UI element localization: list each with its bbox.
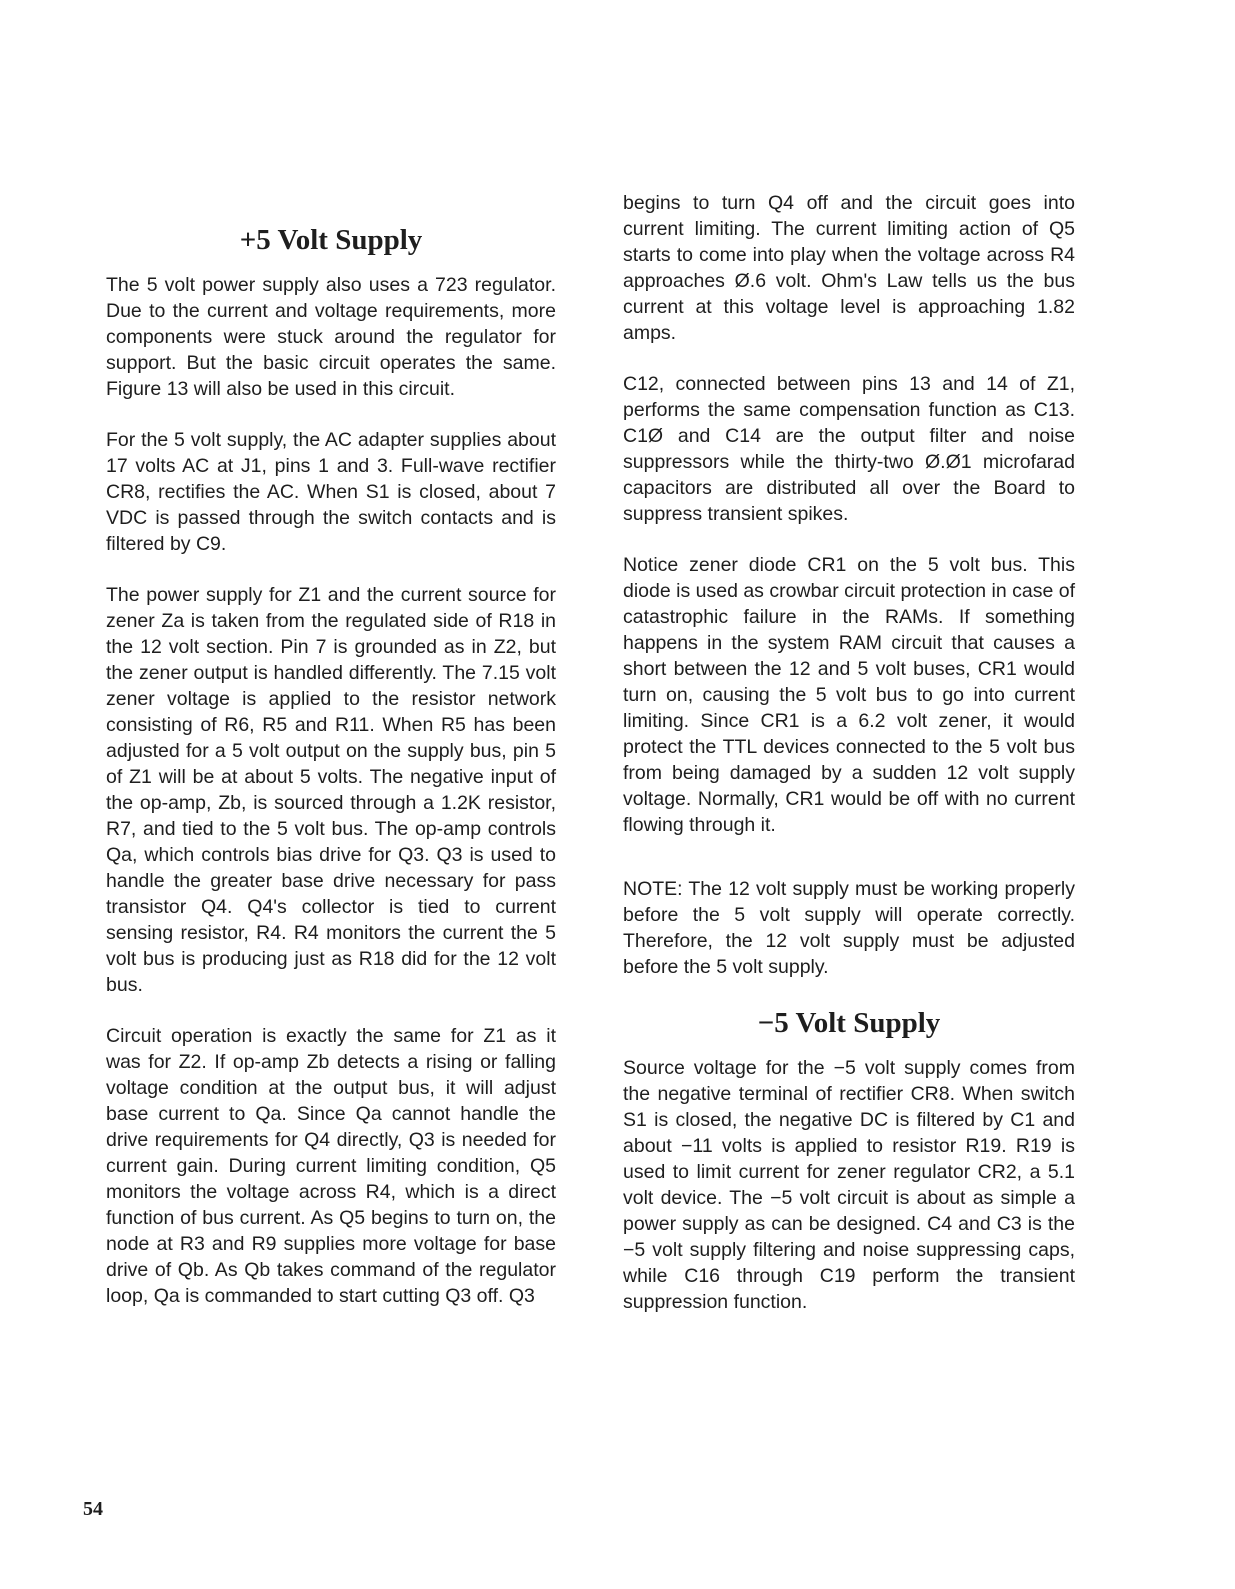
right-column [623,190,1075,1340]
paragraph: C12, connected between pins 13 and 14 of Z1, performs the same compensation function as C13. C1Ø and C14 are the output filter and noise suppressors while the thirty-two Ø.Ø1 microfarad capacitors are distributed all over the Board to suppress transient spikes. [623,373,1075,525]
paragraph: For the 5 volt supply, the AC adapter supplies about 17 volts AC at J1, pins 1 and 3. Full-wave rectifier CR8, rectifies the AC. When S1 is closed, about 7 VDC is passed through the switch contacts and is filtered by C9. [106,429,556,555]
paragraph: The power supply for Z1 and the current source for zener Za is taken from the regulated side of R18 in the 12 volt section. Pin 7 is grounded as in Z2, but the zener output is handled differently. The 7.15 volt zener voltage is applied to the resistor network consisting of R6, R5 and R11. When R5 has been adjusted for a 5 volt output on the supply bus, pin 5 of Z1 will be at about 5 volts. The negative input of the op-amp, Zb, is sourced through a 1.2K resistor, R7, and tied to the 5 volt bus. The op-amp controls Qa, which controls bias drive for Q3. Q3 is used to handle the greater base drive necessary for pass transistor Q4. Q4's collector is tied to current sensing resistor, R4. R4 monitors the current the 5 volt bus is producing just as R18 did for the 12 volt bus. [106,584,556,996]
paragraph: Notice zener diode CR1 on the 5 volt bus. This diode is used as crowbar circuit protection in case of catastrophic failure in the RAMs. If something happens in the system RAM circuit that causes a short between the 12 and 5 volt buses, CR1 would turn on, causing the 5 volt bus to go into current limiting. Since CR1 is a 6.2 volt zener, it would protect the TTL devices connected to the 5 volt bus from being damaged by a sudden 12 volt supply voltage. Normally, CR1 would be off with no current flowing through it. [623,554,1075,836]
paragraph: Circuit operation is exactly the same for Z1 as it was for Z2. If op-amp Zb detects a rising or falling voltage condition at the output bus, it will adjust base current to Qa. Since Qa cannot handle the drive requirements for Q4 directly, Q3 is needed for current gain. During current limiting condition, Q5 monitors the voltage across R4, which is a direct function of bus current. As Q5 begins to turn on, the node at R3 and R9 supplies more voltage for base drive of Qb. As Qb takes command of the regulator loop, Qa is commanded to start cutting Q3 off. Q3 [106,1025,556,1307]
minus-5-volt-supply-heading: −5 Volt Supply [757,1007,941,1039]
paragraph: Source voltage for the −5 volt supply comes from the negative terminal of rectifier CR8. When switch S1 is closed, the negative DC is filtered by C1 and about −11 volts is applied to resistor R19. R19 is used to limit current for zener regulator CR2, a 5.1 volt device. The −5 volt circuit is about as simple a power supply as can be designed. C4 and C3 is the −5 volt supply filtering and noise suppressing caps, while C16 through C19 perform the transient suppression function. [623,1057,1075,1313]
paragraph: begins to turn Q4 off and the circuit goes into current limiting. The current limiting action of Q5 starts to come into play when the voltage across R4 approaches Ø.6 volt. Ohm's Law tells us the bus current at this voltage level is approaching 1.82 amps. [623,192,1075,344]
page-number: 54 [83,1498,103,1520]
paragraph: The 5 volt power supply also uses a 723 regulator. Due to the current and voltage requirements, more components were stuck around the regulator for support. But the basic circuit operates the same. Figure 13 will also be used in this circuit. [106,274,556,400]
plus-5-volt-supply-heading: +5 Volt Supply [239,224,423,256]
note-paragraph: NOTE: The 12 volt supply must be working properly before the 5 volt supply will operate correctly. Therefore, the 12 volt supply must be adjusted before the 5 volt supply. [623,878,1075,978]
left-column [106,222,556,1334]
